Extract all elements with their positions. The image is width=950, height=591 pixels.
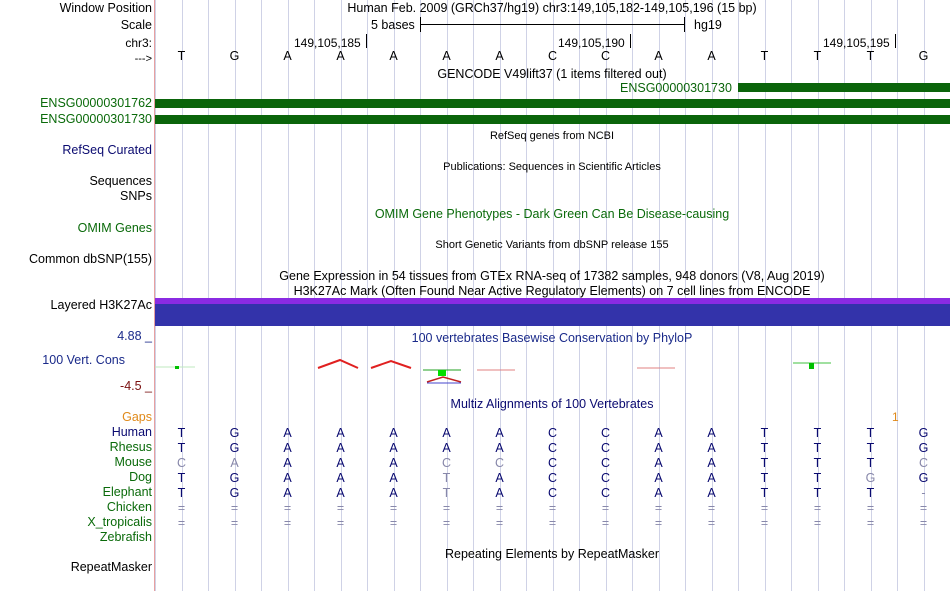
- species-label[interactable]: Rhesus: [109, 440, 152, 454]
- reference-base: C: [600, 49, 611, 63]
- scale-bar: [420, 24, 684, 25]
- alignment-base: C: [547, 426, 558, 440]
- track-area[interactable]: [155, 0, 950, 591]
- species-label[interactable]: Elephant: [102, 485, 152, 499]
- reference-base: T: [760, 49, 769, 63]
- alignment-base: A: [707, 486, 716, 500]
- alignment-base: =: [336, 501, 345, 515]
- alignment-base: T: [177, 426, 186, 440]
- alignment-base: =: [707, 501, 716, 515]
- alignment-base: =: [919, 501, 928, 515]
- alignment-base: A: [389, 456, 398, 470]
- alignment-base: A: [230, 456, 239, 470]
- position-tick-label-3: 149,105,195: [823, 36, 890, 50]
- alignment-base: C: [441, 456, 452, 470]
- repeatmasker-track-label[interactable]: RepeatMasker: [70, 560, 152, 574]
- reference-base: A: [707, 49, 716, 63]
- gene-label-ensg00000301730[interactable]: ENSG00000301730: [40, 112, 152, 126]
- scale-label: Scale: [120, 18, 152, 32]
- alignment-base: T: [866, 441, 875, 455]
- gridline: [155, 0, 156, 591]
- reference-base: T: [813, 49, 822, 63]
- alignment-base: A: [389, 441, 398, 455]
- alignment-base: =: [442, 516, 451, 530]
- phylop-peak-4: [438, 370, 446, 376]
- dbsnp-track-label[interactable]: Common dbSNP(155): [29, 252, 152, 266]
- dbsnp-track-title[interactable]: Short Genetic Variants from dbSNP release 155: [435, 239, 669, 251]
- alignment-base: A: [389, 471, 398, 485]
- sequences-track-label[interactable]: Sequences: [89, 174, 152, 188]
- alignment-base: T: [177, 486, 186, 500]
- h3k27ac-signal-body: [155, 304, 950, 326]
- alignment-base: =: [495, 516, 504, 530]
- position-tick-label-1: 149,105,185: [294, 36, 361, 50]
- alignment-base: A: [707, 441, 716, 455]
- species-label[interactable]: X_tropicalis: [87, 515, 152, 529]
- alignment-base: =: [389, 501, 398, 515]
- phylop-peak-4-neg: [427, 377, 461, 382]
- reference-base: G: [229, 49, 240, 63]
- alignment-base: A: [707, 426, 716, 440]
- scale-bar-left-tick: [420, 17, 421, 32]
- alignment-base: =: [177, 516, 186, 530]
- alignment-base: C: [494, 456, 505, 470]
- alignment-base: A: [389, 486, 398, 500]
- alignment-base: A: [283, 456, 292, 470]
- reference-base: T: [866, 49, 875, 63]
- alignment-base: =: [548, 516, 557, 530]
- alignment-base: C: [547, 441, 558, 455]
- gaps-value: 1: [892, 410, 899, 424]
- alignment-base: C: [547, 456, 558, 470]
- phylop-peak-3: [371, 361, 411, 368]
- species-label[interactable]: Zebrafish: [99, 530, 152, 544]
- alignment-base: G: [229, 471, 240, 485]
- position-tick-2: [630, 34, 631, 48]
- publications-track-title[interactable]: Publications: Sequences in Scientific Articles: [443, 161, 661, 173]
- alignment-base: =: [601, 501, 610, 515]
- species-label[interactable]: Chicken: [106, 500, 152, 514]
- track-label-column: [0, 0, 154, 591]
- alignment-base: =: [389, 516, 398, 530]
- alignment-base: A: [654, 456, 663, 470]
- alignment-base: =: [177, 501, 186, 515]
- alignment-base: =: [919, 516, 928, 530]
- gene-feature-ensg00000301730[interactable]: [155, 115, 950, 124]
- gene-feature-ensg00000301762[interactable]: [155, 99, 950, 108]
- alignment-base: T: [442, 486, 451, 500]
- alignment-base: A: [336, 486, 345, 500]
- reference-base: A: [654, 49, 663, 63]
- alignment-base: A: [707, 471, 716, 485]
- alignment-base: =: [707, 516, 716, 530]
- phylop-peak-1: [175, 366, 179, 369]
- window-position-label: Window Position: [59, 1, 152, 15]
- alignment-base: G: [865, 471, 876, 485]
- alignment-base: T: [813, 486, 822, 500]
- alignment-base: T: [866, 486, 875, 500]
- alignment-base: =: [283, 501, 292, 515]
- gaps-label: Gaps: [122, 410, 152, 424]
- alignment-base: G: [229, 426, 240, 440]
- species-label[interactable]: Mouse: [114, 455, 152, 469]
- reference-base: G: [918, 49, 929, 63]
- alignment-base: T: [760, 441, 769, 455]
- gtex-track-title[interactable]: Gene Expression in 54 tissues from GTEx RNA-seq of 17382 samples, 948 donors (V8, Aug 2019): [279, 269, 825, 283]
- omim-track-title[interactable]: OMIM Gene Phenotypes - Dark Green Can Be Disease-causing: [374, 207, 730, 221]
- alignment-base: A: [336, 441, 345, 455]
- window-position-text: Human Feb. 2009 (GRCh37/hg19) chr3:149,105,182-149,105,196 (15 bp): [347, 1, 757, 15]
- alignment-base: C: [547, 471, 558, 485]
- alignment-base: C: [600, 471, 611, 485]
- reference-base: A: [442, 49, 451, 63]
- alignment-base: =: [283, 516, 292, 530]
- alignment-base: =: [760, 516, 769, 530]
- phylop-max-label: 4.88 _: [117, 329, 152, 343]
- alignment-base: A: [495, 426, 504, 440]
- refseq-track-title[interactable]: RefSeq genes from NCBI: [489, 130, 615, 142]
- alignment-base: =: [601, 516, 610, 530]
- alignment-base: A: [654, 441, 663, 455]
- alignment-base: =: [866, 516, 875, 530]
- position-tick-label-2: 149,105,190: [558, 36, 625, 50]
- alignment-base: =: [230, 501, 239, 515]
- alignment-base: C: [918, 456, 929, 470]
- alignment-base: A: [283, 441, 292, 455]
- alignment-base: G: [918, 441, 929, 455]
- phylop-peak-2: [318, 360, 358, 368]
- alignment-base: A: [283, 471, 292, 485]
- alignment-base: T: [177, 471, 186, 485]
- gridline: [208, 0, 209, 591]
- alignment-base: T: [760, 471, 769, 485]
- alignment-base: =: [813, 501, 822, 515]
- reference-base: A: [389, 49, 398, 63]
- alignment-base: T: [760, 456, 769, 470]
- phylop-peak-7: [809, 363, 814, 369]
- species-label[interactable]: Human: [111, 425, 152, 439]
- reference-base: A: [495, 49, 504, 63]
- refseq-track-label[interactable]: RefSeq Curated: [62, 143, 152, 157]
- alignment-base: G: [918, 471, 929, 485]
- chrom-label: chr3:: [125, 36, 152, 50]
- alignment-base: A: [654, 486, 663, 500]
- alignment-base: =: [495, 501, 504, 515]
- reference-base: C: [547, 49, 558, 63]
- alignment-base: A: [495, 471, 504, 485]
- alignment-base: =: [442, 501, 451, 515]
- strand-arrow-label: --->: [134, 53, 152, 65]
- alignment-base: -: [921, 486, 926, 500]
- alignment-base: G: [229, 486, 240, 500]
- alignment-base: T: [177, 441, 186, 455]
- multiz-track-title[interactable]: Multiz Alignments of 100 Vertebrates: [450, 397, 654, 411]
- scale-assembly: hg19: [694, 18, 722, 32]
- alignment-base: =: [654, 516, 663, 530]
- alignment-base: =: [813, 516, 822, 530]
- alignment-base: A: [495, 441, 504, 455]
- alignment-base: A: [654, 426, 663, 440]
- phylop-conservation-plot: [155, 350, 950, 390]
- alignment-base: T: [866, 426, 875, 440]
- alignment-base: A: [283, 486, 292, 500]
- alignment-base: C: [547, 486, 558, 500]
- alignment-base: =: [336, 516, 345, 530]
- omim-track-label[interactable]: OMIM Genes: [77, 221, 152, 235]
- alignment-base: T: [813, 456, 822, 470]
- phylop-track-label[interactable]: 100 Vert. Cons: [42, 353, 125, 367]
- alignment-base: A: [336, 426, 345, 440]
- alignment-base: A: [283, 426, 292, 440]
- alignment-base: T: [442, 471, 451, 485]
- reference-base: A: [336, 49, 345, 63]
- alignment-base: =: [866, 501, 875, 515]
- h3k27ac-track-title[interactable]: H3K27Ac Mark (Often Found Near Active Regulatory Elements) on 7 cell lines from ENCODE: [293, 284, 811, 298]
- scale-text: 5 bases: [371, 18, 415, 32]
- scale-bar-right-tick: [684, 17, 685, 32]
- alignment-base: A: [495, 486, 504, 500]
- alignment-base: A: [389, 426, 398, 440]
- alignment-base: T: [813, 441, 822, 455]
- alignment-base: A: [336, 456, 345, 470]
- position-tick-3: [895, 34, 896, 48]
- alignment-base: C: [176, 456, 187, 470]
- gene-label-ensg00000301762[interactable]: ENSG00000301762: [40, 96, 152, 110]
- alignment-base: C: [600, 486, 611, 500]
- phylop-min-label: -4.5 _: [120, 379, 152, 393]
- alignment-base: C: [600, 441, 611, 455]
- alignment-base: A: [336, 471, 345, 485]
- alignment-base: A: [442, 426, 451, 440]
- gridline: [261, 0, 262, 591]
- alignment-base: C: [600, 456, 611, 470]
- alignment-base: G: [229, 441, 240, 455]
- alignment-base: G: [918, 426, 929, 440]
- alignment-base: =: [760, 501, 769, 515]
- species-label[interactable]: Dog: [129, 470, 152, 484]
- alignment-base: A: [442, 441, 451, 455]
- alignment-base: T: [813, 471, 822, 485]
- alignment-base: T: [866, 456, 875, 470]
- alignment-base: C: [600, 426, 611, 440]
- alignment-base: =: [230, 516, 239, 530]
- snps-track-label[interactable]: SNPs: [120, 189, 152, 203]
- gene-inline-label[interactable]: ENSG00000301730: [620, 81, 732, 95]
- alignment-base: T: [813, 426, 822, 440]
- alignment-base: T: [760, 486, 769, 500]
- reference-base: A: [283, 49, 292, 63]
- gene-feature-ensg00000301730-upper[interactable]: [738, 83, 950, 92]
- phylop-track-title[interactable]: 100 vertebrates Basewise Conservation by PhyloP: [411, 331, 693, 345]
- alignment-base: =: [548, 501, 557, 515]
- h3k27ac-track-label[interactable]: Layered H3K27Ac: [50, 298, 152, 312]
- alignment-base: =: [654, 501, 663, 515]
- reference-base: T: [177, 49, 186, 63]
- alignment-base: A: [707, 456, 716, 470]
- position-tick-1: [366, 34, 367, 48]
- alignment-base: T: [760, 426, 769, 440]
- alignment-base: A: [654, 471, 663, 485]
- repeatmasker-track-title[interactable]: Repeating Elements by RepeatMasker: [444, 547, 660, 561]
- gencode-track-title[interactable]: GENCODE V49lift37 (1 items filtered out): [437, 67, 667, 81]
